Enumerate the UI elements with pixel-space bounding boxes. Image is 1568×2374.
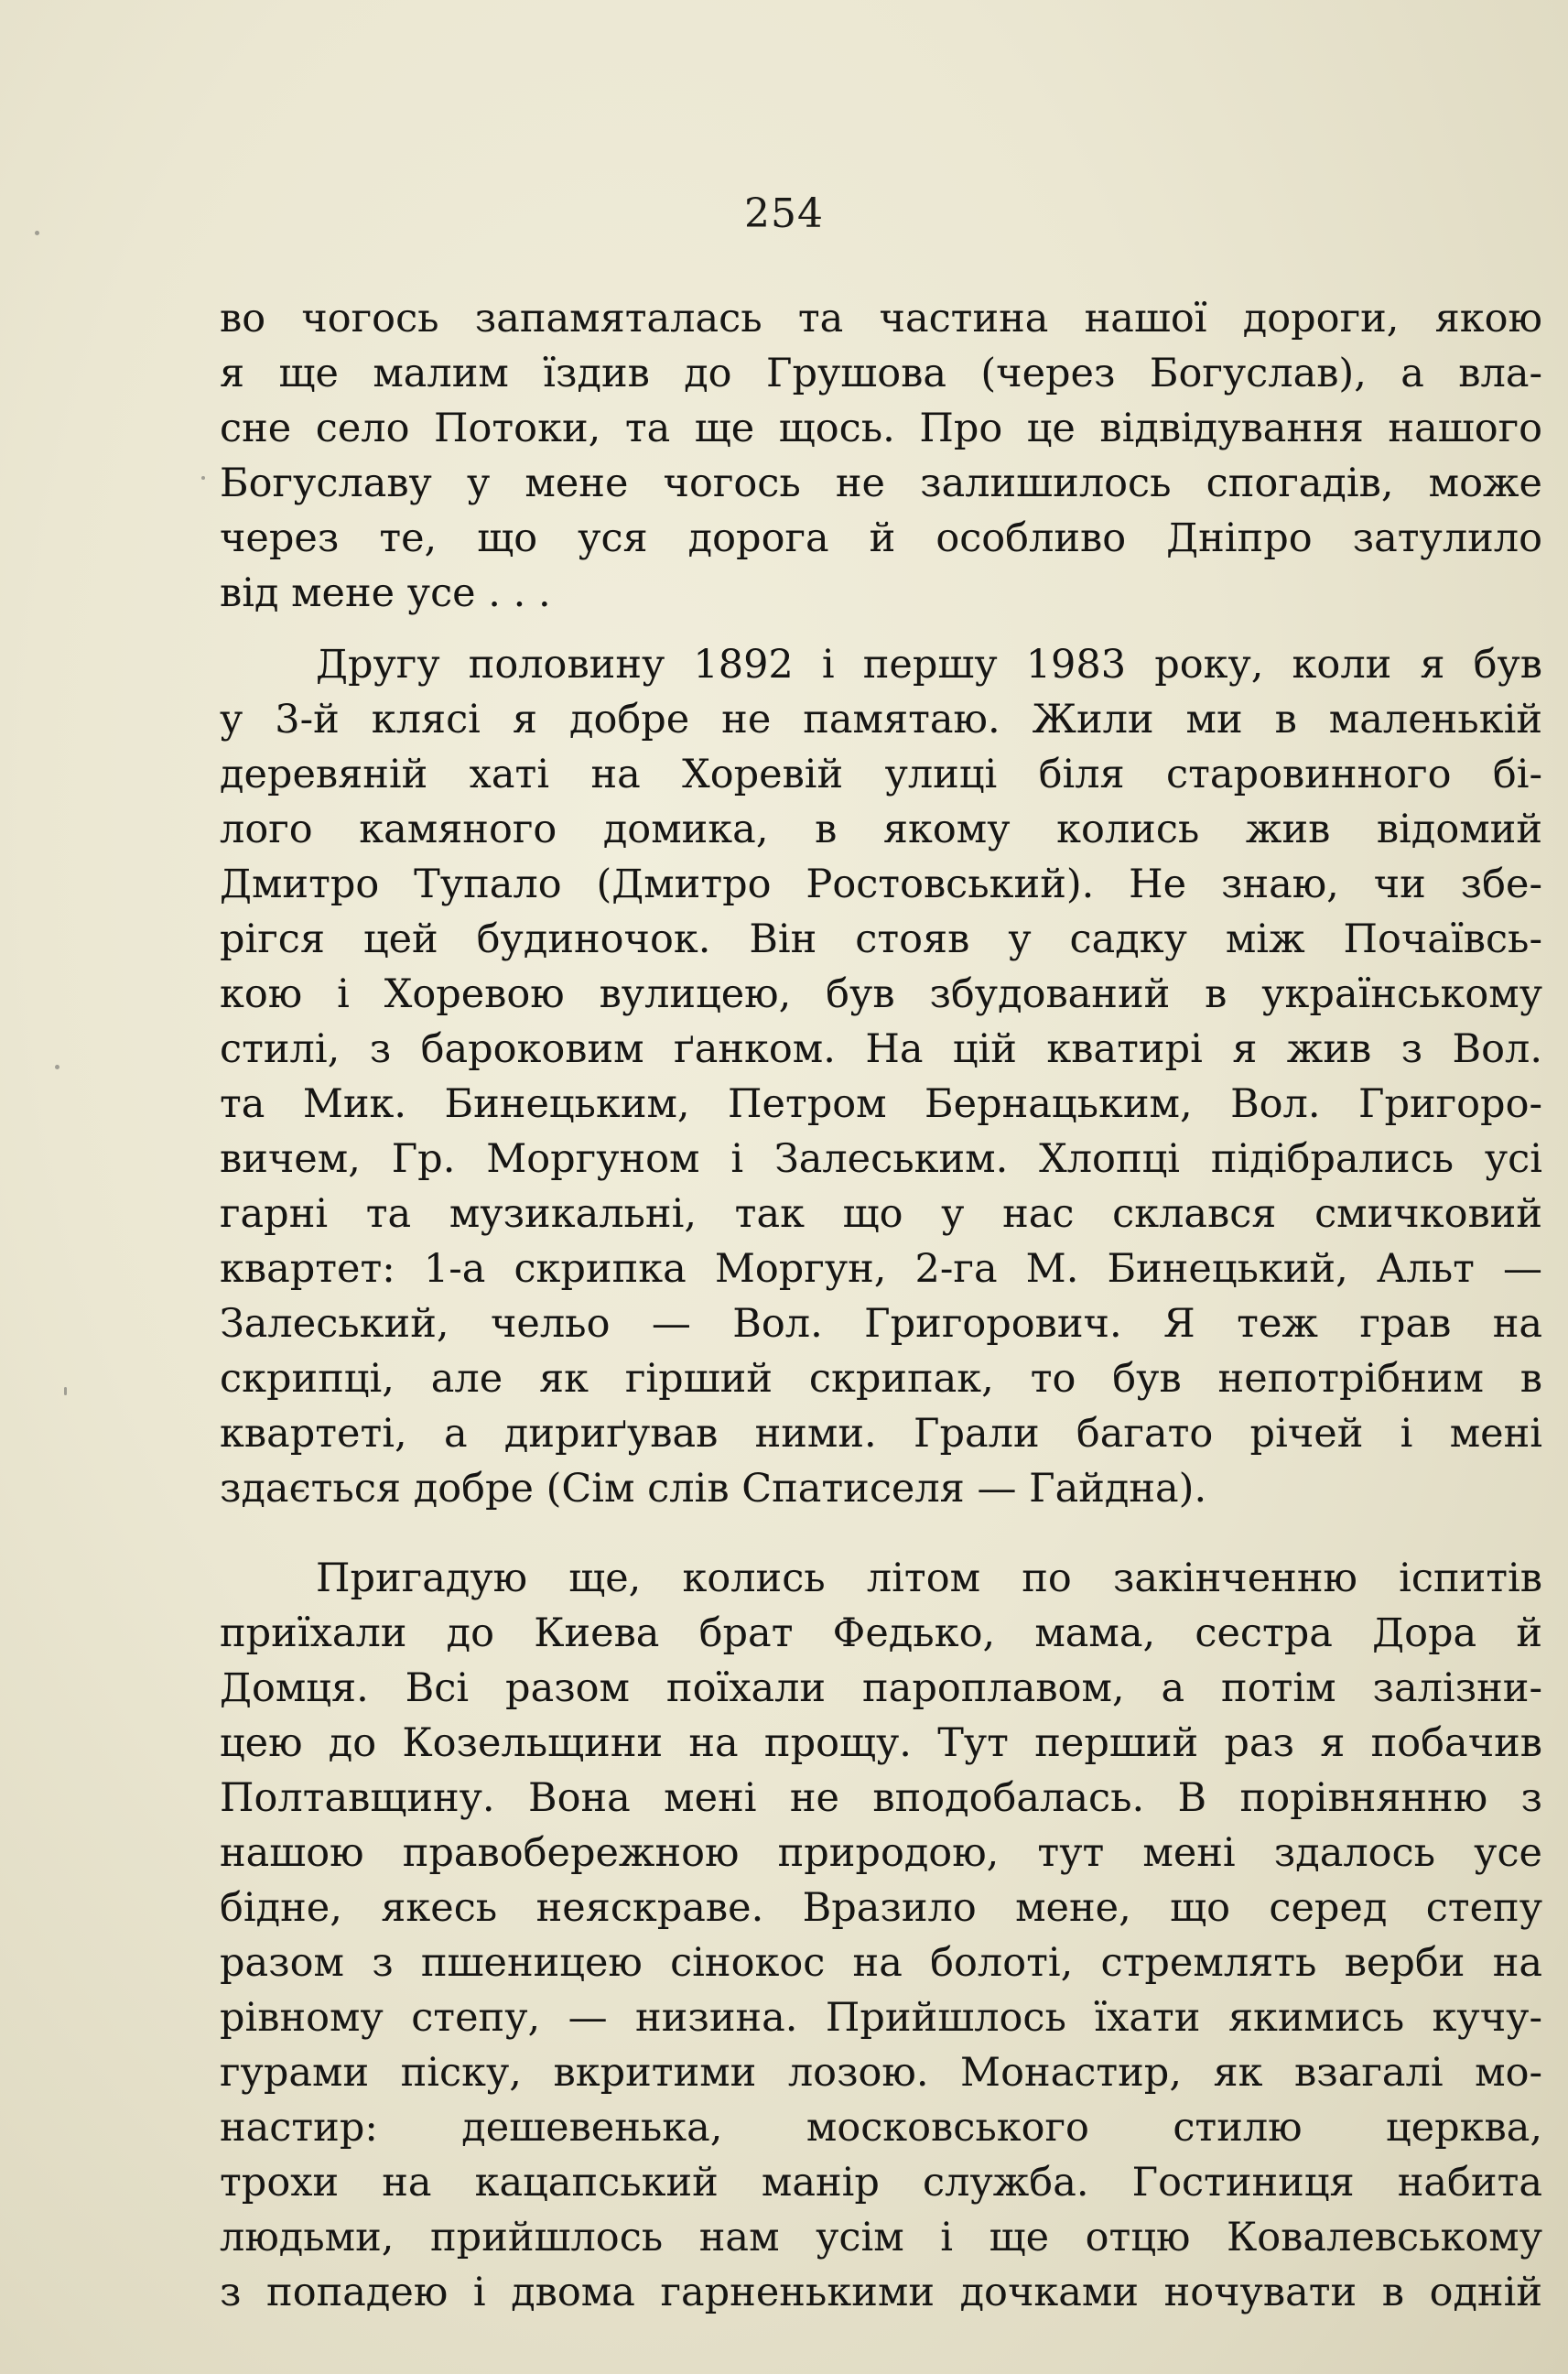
text-line: настир: дешевенька, московського стилю церква, bbox=[220, 2105, 1542, 2151]
text-line: Домця. Всі разом поїхали пароплавом, а потім залізни- bbox=[220, 1665, 1542, 1711]
text-line: гурами піску, вкритими лозою. Монастир, як взагалі мо- bbox=[220, 2050, 1542, 2096]
text-line: разом з пшеницею сінокос на болоті, стремлять верби на bbox=[220, 1940, 1542, 1986]
text-line: через те, що уся дорога й особливо Дніпро затулило bbox=[220, 515, 1542, 561]
text-line: рігся цей будиночок. Він стояв у садку між Почаївсь- bbox=[220, 916, 1542, 962]
text-line: та Мик. Бинецьким, Петром Бернацьким, Вол. Григоро- bbox=[220, 1081, 1542, 1127]
paper-speck bbox=[35, 231, 39, 235]
paragraph-gap bbox=[220, 1516, 1542, 1551]
paper-speck bbox=[55, 1065, 59, 1069]
text-line: вичем, Гр. Моргуном і Залеським. Хлопці підібрались усі bbox=[220, 1136, 1542, 1182]
body-text bbox=[220, 291, 1542, 2320]
text-line: стилі, з бароковим ґанком. На цій кватирі я жив з Вол. bbox=[220, 1026, 1542, 1072]
text-line: Полтавщину. Вона мені не вподобалась. В порівнянню з bbox=[220, 1775, 1542, 1821]
text-line: бідне, якесь неяскраве. Вразило мене, що серед степу bbox=[220, 1885, 1542, 1931]
page-number: 254 bbox=[744, 190, 824, 237]
paragraph-1 bbox=[220, 291, 1542, 621]
paragraph-3 bbox=[220, 1551, 1542, 2320]
text-line: скрипці, але як гірший скрипак, то був непотрібним в bbox=[220, 1356, 1542, 1402]
text-line: з попадею і двома гарненькими дочками ночувати в одній bbox=[220, 2270, 1542, 2315]
text-line: деревяній хаті на Хоревій улиці біля старовинного бі- bbox=[220, 752, 1542, 797]
text-line: кою і Хоревою вулицею, був збудований в українському bbox=[220, 971, 1542, 1017]
text-line: я ще малим їздив до Грушова (через Богуслав), а вла- bbox=[220, 351, 1542, 396]
text-line: во чогось запамяталась та частина нашої дороги, якою bbox=[220, 296, 1542, 341]
text-line: Пригадую ще, колись літом по закінченню іспитів bbox=[316, 1556, 1542, 1601]
text-line: у 3-й клясі я добре не памятаю. Жили ми в маленькій bbox=[220, 697, 1542, 743]
text-line: лого камяного домика, в якому колись жив відомий bbox=[220, 807, 1542, 852]
text-line: Залеський, чельо — Вол. Григорович. Я теж грав на bbox=[220, 1301, 1542, 1347]
text-line: нашою правобережною природою, тут мені здалось усе bbox=[220, 1830, 1542, 1876]
text-line: сне село Потоки, та ще щось. Про це відвідування нашого bbox=[220, 406, 1542, 451]
text-line: Другу половину 1892 і першу 1983 року, коли я був bbox=[316, 642, 1542, 688]
text-line: людьми, прийшлось нам усім і ще отцю Ковалевському bbox=[220, 2215, 1542, 2260]
text-line: рівному степу, — низина. Прийшлось їхати якимись кучу- bbox=[220, 1995, 1542, 2041]
text-line: цею до Козельщини на прощу. Тут перший раз я побачив bbox=[220, 1720, 1542, 1766]
text-line: Дмитро Тупало (Дмитро Ростовський). Не знаю, чи збе- bbox=[220, 862, 1542, 907]
text-line: від мене усе . . . bbox=[220, 570, 551, 616]
paragraph-gap bbox=[220, 621, 1542, 637]
text-line: трохи на кацапський манір служба. Гостиниця набита bbox=[220, 2160, 1542, 2206]
text-line: гарні та музикальні, так що у нас склався смичковий bbox=[220, 1191, 1542, 1237]
paper-speck bbox=[64, 1387, 67, 1395]
text-line: Богуславу у мене чогось не залишилось спогадів, може bbox=[220, 461, 1542, 506]
paper-speck bbox=[201, 476, 205, 480]
text-line: квартеті, а дириґував ними. Грали багато річей і мені bbox=[220, 1411, 1542, 1457]
paragraph-2 bbox=[220, 637, 1542, 1516]
text-line: приїхали до Киева брат Федько, мама, сестра Дора й bbox=[220, 1610, 1542, 1656]
text-line: квартет: 1-а скрипка Моргун, 2-га М. Бинецький, Альт — bbox=[220, 1246, 1542, 1292]
text-line: здається добре (Сім слів Спатиселя — Гайдна). bbox=[220, 1466, 1207, 1512]
